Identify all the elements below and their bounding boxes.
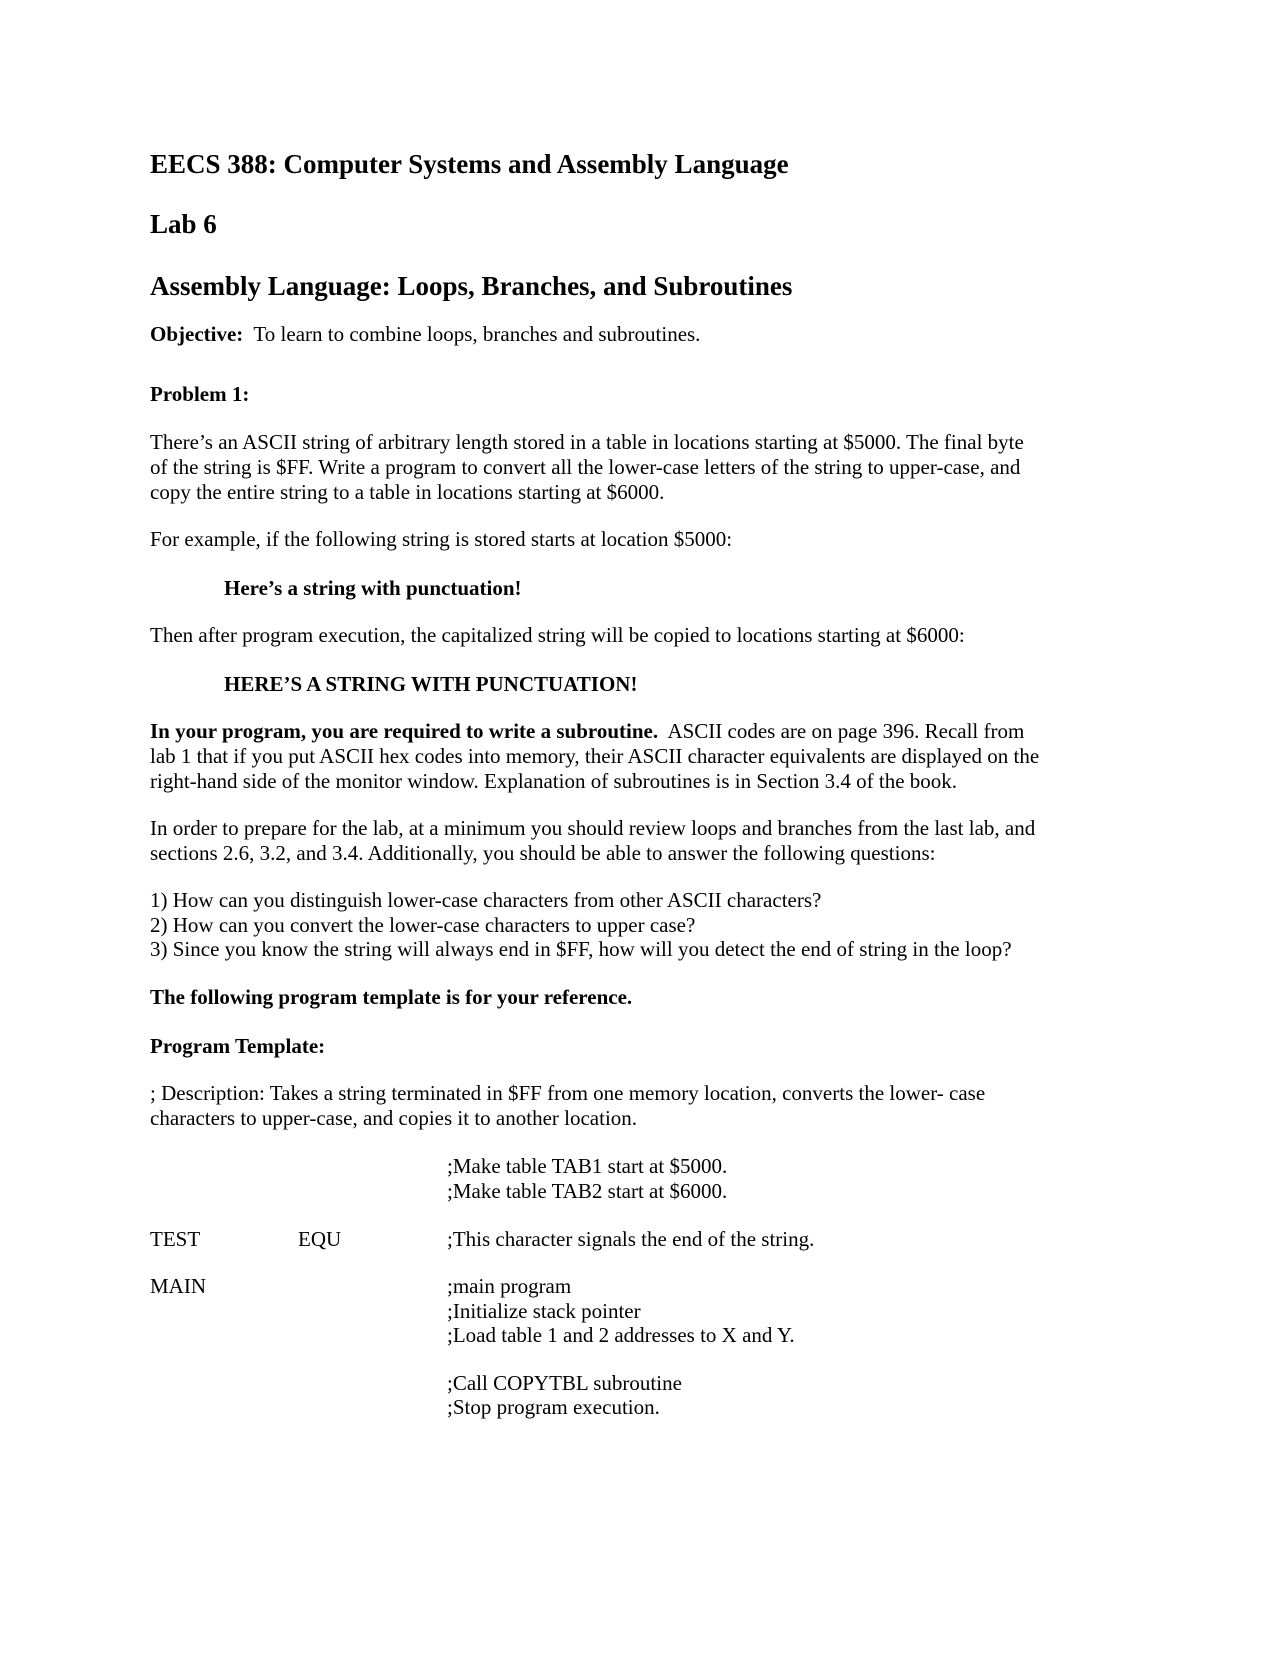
requirement-line-3: right-hand side of the monitor window. Explanation of subroutines is in Section 3.4 of the book. — [150, 769, 958, 793]
requirement-line-2: lab 1 that if you put ASCII hex codes into memory, their ASCII character equivalents are displayed on the — [150, 744, 1040, 768]
problem-para-line-2: of the string is $FF. Write a program to convert all the lower-case letters of the string to upper-case, and — [150, 455, 1021, 479]
objective-label: Objective: — [150, 322, 244, 346]
objective-text: To learn to combine loops, branches and subroutines. — [253, 322, 701, 346]
problem-para-line-3: copy the entire string to a table in locations starting at $6000. — [150, 480, 665, 504]
template-heading: Program Template: — [150, 1034, 326, 1058]
test-label: TEST — [150, 1227, 201, 1251]
objective — [150, 322, 1130, 348]
question-2: 2) How can you convert the lower-case characters to upper case? — [150, 913, 696, 937]
example-string: Here’s a string with punctuation! — [224, 576, 522, 600]
test-op: EQU — [298, 1227, 342, 1251]
topic-title: Assembly Language: Loops, Branches, and Subroutines — [150, 271, 793, 301]
main-comment-1: ;main program — [447, 1274, 572, 1298]
requirement-bold: In your program, you are required to write a subroutine. — [150, 719, 659, 743]
call-comment-1: ;Call COPYTBL subroutine — [447, 1371, 682, 1395]
problem-heading: Problem 1: — [150, 382, 250, 406]
description-line-2: characters to upper-case, and copies it to another location. — [150, 1106, 638, 1130]
prep-line-1: In order to prepare for the lab, at a minimum you should review loops and branches from the last lab, and — [150, 816, 1036, 840]
main-comment-2: ;Initialize stack pointer — [447, 1299, 641, 1323]
call-comment-2: ;Stop program execution. — [447, 1395, 660, 1419]
question-3: 3) Since you know the string will always end in $FF, how will you detect the end of string in the loop? — [150, 937, 1012, 961]
after-text: Then after program execution, the capitalized string will be copied to locations starting at $6000: — [150, 623, 965, 647]
requirement-rest: ASCII codes are on page 396. Recall from — [667, 719, 1025, 743]
example-intro: For example, if the following string is stored starts at location $5000: — [150, 527, 733, 551]
result-string: HERE’S A STRING WITH PUNCTUATION! — [224, 672, 638, 696]
problem-para-line-1: There’s an ASCII string of arbitrary length stored in a table in locations starting at $5000. The final byte — [150, 430, 1024, 454]
requirement-line-1 — [150, 719, 1130, 745]
test-comment: ;This character signals the end of the string. — [447, 1227, 815, 1251]
reference-note: The following program template is for your reference. — [150, 985, 633, 1009]
prep-line-2: sections 2.6, 3.2, and 3.4. Additionally, you should be able to answer the following questions: — [150, 841, 936, 865]
main-label: MAIN — [150, 1274, 206, 1298]
course-title: EECS 388: Computer Systems and Assembly Language — [150, 149, 789, 179]
tab2-comment: ;Make table TAB2 start at $6000. — [447, 1179, 728, 1203]
main-comment-3: ;Load table 1 and 2 addresses to X and Y. — [447, 1323, 795, 1347]
question-1: 1) How can you distinguish lower-case characters from other ASCII characters? — [150, 888, 822, 912]
lab-title: Lab 6 — [150, 209, 217, 239]
description-line-1: ; Description: Takes a string terminated in $FF from one memory location, converts the lower- case — [150, 1081, 986, 1105]
tab1-comment: ;Make table TAB1 start at $5000. — [447, 1154, 728, 1178]
